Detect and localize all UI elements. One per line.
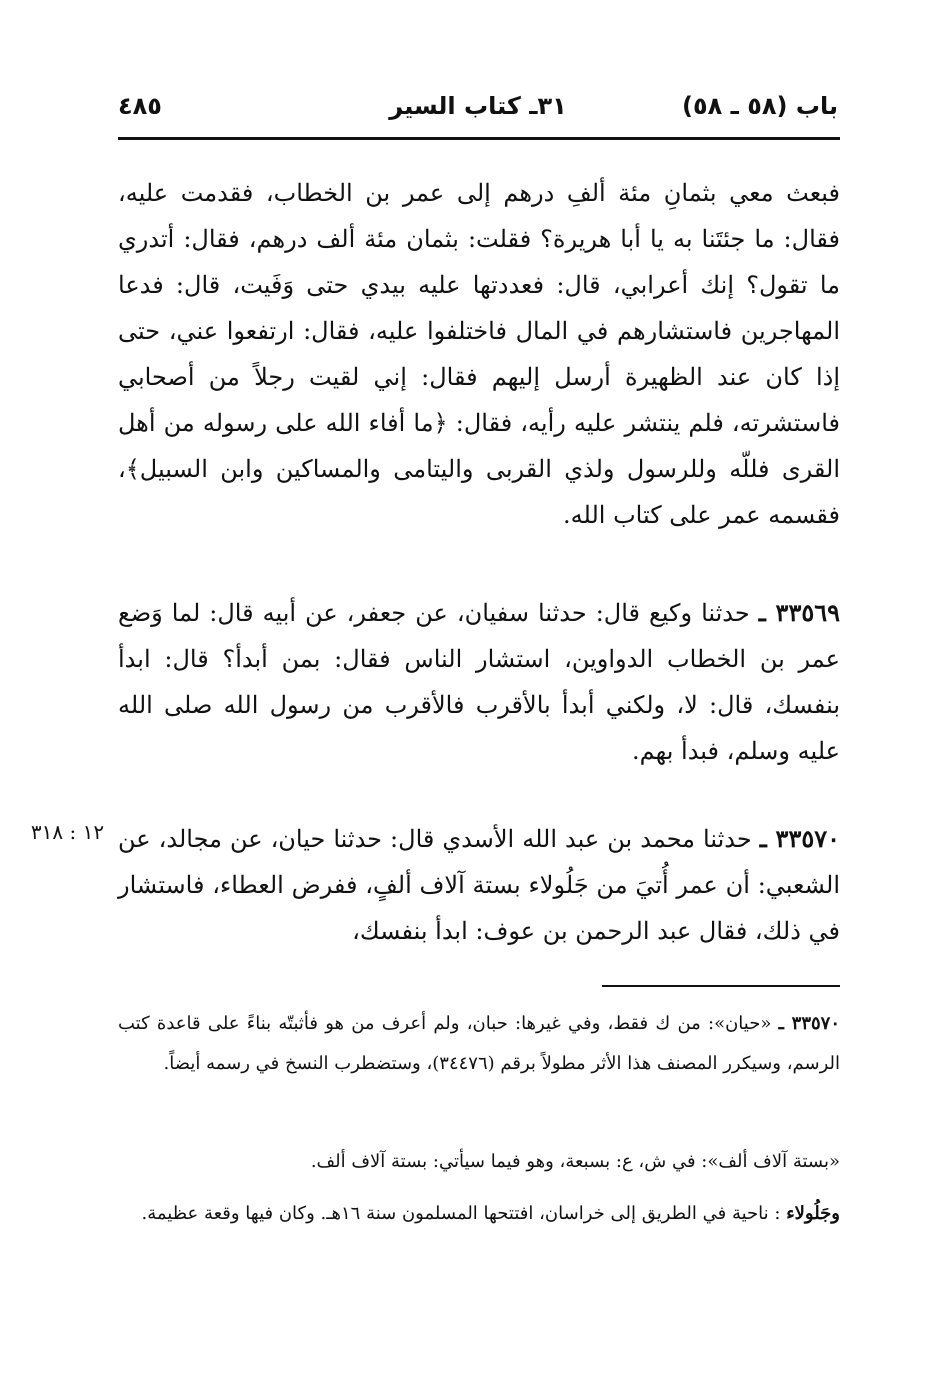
footnote-number: ٣٣٥٧٠ ـ [778,1013,840,1034]
hadith-33569 [118,590,840,774]
paragraph-text: فبعث معي بثمانِ مئة ألفِ درهم إلى عمر بن الخطاب، فقدمت عليه، فقال: ما جئتَنا به يا أبا هريرة؟ فقلت: بثمان مئة ألف درهم، فقال: أتدري ما تقول؟ إنك أعرابي، قال: فعددتها عليه بيدي حتى وَفَيت، قال: فدعا المهاجرين فاستشارهم في المال فاختلفوا عليه، فقال: ارتفعوا عني، حتى إذا كان عند الظهيرة أرسل إليهم فقال: إني لقيت رجلاً من أصحابي فاستشرته، فلم ينتشر عليه رأيه، فقال: ﴿ما أفاء الله على رسوله من أهل القرى فللّه وللرسول ولذي القربى واليتامى والمساكين وابن السبيل﴾، فقسمه عمر على كتاب الله. [118,179,840,529]
chapter-title: باب (٥٨ ـ ٥٨) [682,92,838,120]
margin-reference: ١٢ : ٣١٨ [30,820,105,844]
running-header [118,92,838,128]
paragraph-continuation [118,170,840,538]
paragraph-text: حدثنا محمد بن عبد الله الأسدي قال: حدثنا حيان، عن مجالد، عن الشعبي: أن عمر أُتيَ من جَلُولاء بستة آلاف ألفٍ، ففرض العطاء، فاستشار في ذلك، فقال عبد الرحمن بن عوف: ابدأ بنفسك، [118,825,840,945]
page-number: ٤٨٥ [118,92,162,120]
hadith-number: ٣٣٥٧٠ ـ [759,824,840,853]
footnote-text: «بستة آلاف ألف»: في ش، ع: بسبعة، وهو فيما سيأتي: بستة آلاف ألف. [310,1151,840,1172]
footnote-text: «حيان»: من ك فقط، وفي غيرها: حبان، ولم أعرف من هو فأثبتّه بناءً على قاعدة كتب الرسم، وسيكرر المصنف هذا الأثر مطولاً برقم (٣٤٤٧٦)، وستضطرب النسخ في رسمه أيضاً. [118,1013,840,1074]
footnote-3 [118,1194,840,1234]
footnote-1 [118,1004,840,1084]
paragraph-text: حدثنا وكيع قال: حدثنا سفيان، عن جعفر، عن أبيه قال: لما وَضع عمر بن الخطاب الدواوين، استشار الناس فقال: بمن أبدأ؟ قال: ابدأ بنفسك، قال: لا، ولكني أبدأ بالأقرب فالأقرب من رسول الله صلى الله عليه وسلم، فبدأ بهم. [118,599,840,765]
hadith-number: ٣٣٥٦٩ ـ [758,598,840,627]
hadith-33570 [118,816,840,954]
footnote-2 [118,1142,840,1182]
footnote-text: : ناحية في الطريق إلى خراسان، افتتحها المسلمون سنة ١٦هـ. وكان فيها وقعة عظيمة. [141,1203,781,1224]
header-rule [118,137,840,140]
footnote-term: وجَلُولاء [786,1203,840,1224]
book-title: ٣١ـ كتاب السير [389,92,567,120]
footnote-rule [602,985,840,987]
